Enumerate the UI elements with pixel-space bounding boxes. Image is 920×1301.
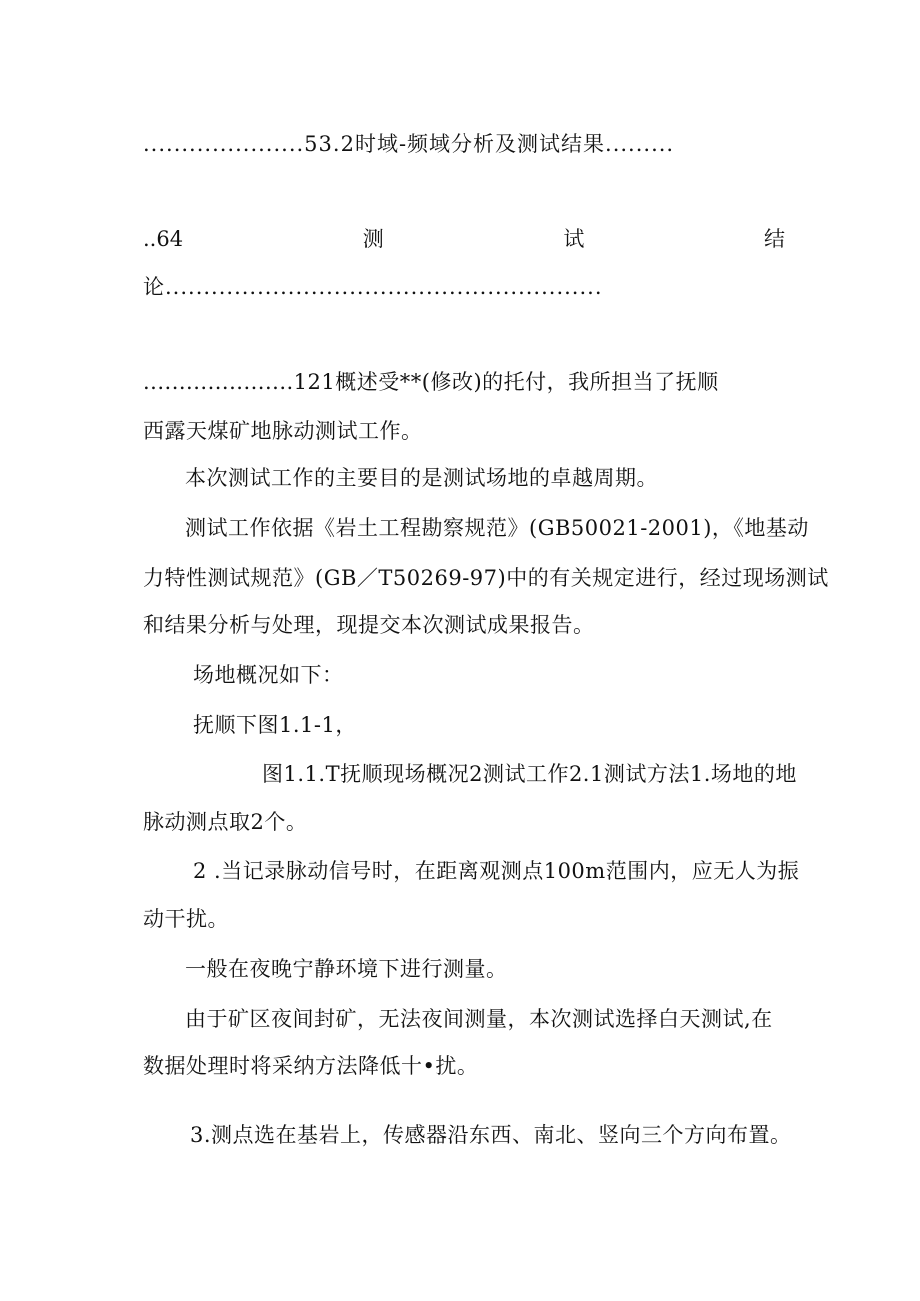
toc-line-3-2: .....................53.2时域-频域分析及测试结果......... <box>143 132 675 156</box>
overview-line-1: .....................121概述受**(修改)的托付，我所担当了抚顺 <box>143 370 719 394</box>
paragraph-basis-line-2: 力特性测试规范》(GB／T50269-97)中的有关规定进行，经过现场测试 <box>143 566 829 590</box>
toc-char-1: 测 <box>362 227 384 251</box>
toc-char-3: 结 <box>764 227 785 251</box>
paragraph-basis-line-1: 测试工作依据《岩土工程勘察规范》(GB50021-2001)，《地基动 <box>185 516 809 540</box>
overview-line-2: 西露天煤矿地脉动测试工作。 <box>143 419 423 443</box>
paragraph-night: 一般在夜晚宁静环境下进行测量。 <box>185 957 508 981</box>
paragraph-purpose: 本次测试工作的主要目的是测试场地的卓越周期。 <box>185 466 658 490</box>
paragraph-daytime-line-1: 由于矿区夜间封矿，无法夜间测量，本次测试选择白天测试,在 <box>185 1007 773 1031</box>
site-overview-heading: 场地概况如下： <box>193 663 344 687</box>
toc-page-number: ..64 <box>143 227 184 251</box>
item-2-line-1: 2 .当记录脉动信号时，在距离观测点100m范围内，应无人为振 <box>193 859 800 883</box>
item-3: 3.测点选在基岩上，传感器沿东西、南北、竖向三个方向布置。 <box>190 1123 792 1147</box>
toc-char-2: 试 <box>563 227 585 251</box>
paragraph-daytime-line-2: 数据处理时将采纳方法降低十•扰。 <box>143 1054 479 1078</box>
toc-line-4-cont: 论......................................................... <box>143 275 603 299</box>
item-2-line-2: 动干扰。 <box>143 907 229 931</box>
figure-caption-line-2: 脉动测点取2个。 <box>143 810 308 834</box>
toc-line-4 <box>143 225 785 253</box>
figure-caption-line-1: 图1.1.T抚顺现场概况2测试工作2.1测试方法1.场地的地 <box>262 762 797 786</box>
paragraph-basis-line-3: 和结果分析与处理，现提交本次测试成果报告。 <box>143 613 595 637</box>
figure-reference: 抚顺下图1.1-1， <box>193 713 357 737</box>
